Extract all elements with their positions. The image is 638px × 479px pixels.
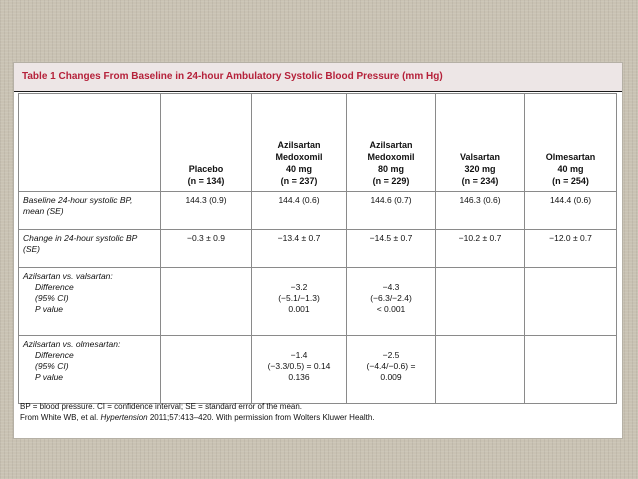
cell [436,336,525,404]
cell: −1.4 (−3.3/0.5) = 0.14 0.136 [252,336,347,404]
table-row [19,230,617,268]
cell: 144.6 (0.7) [347,192,436,230]
cell [161,336,252,404]
cell: 144.3 (0.9) [161,192,252,230]
row-label-vs-valsartan: Azilsartan vs. valsartan: Difference (95% CI) P value [19,268,161,336]
cell: 144.4 (0.6) [525,192,617,230]
footnote-source: From White WB, et al. Hypertension 2011;57:413–420. With permission from Wolters Kluwer Health. [20,413,375,422]
cell: −2.5 (−4.4/−0.6) = 0.009 [347,336,436,404]
table-row [19,192,617,230]
table-footnote [20,401,610,423]
cell: −3.2 (−5.1/−1.3) 0.001 [252,268,347,336]
cell [525,268,617,336]
cell [436,268,525,336]
col-header-azil40: Azilsartan Medoxomil 40 mg (n = 237) [252,94,347,192]
col-header-valsartan: Valsartan 320 mg (n = 234) [436,94,525,192]
cell: −14.5 ± 0.7 [347,230,436,268]
cell: −10.2 ± 0.7 [436,230,525,268]
row-label-baseline: Baseline 24-hour systolic BP, mean (SE) [19,192,161,230]
cell: −13.4 ± 0.7 [252,230,347,268]
cell [161,268,252,336]
table-row [19,268,617,336]
header-row [19,94,617,192]
cell: −4.3 (−6.3/−2.4) < 0.001 [347,268,436,336]
col-header-olmesartan: Olmesartan 40 mg (n = 254) [525,94,617,192]
col-header-azil80: Azilsartan Medoxomil 80 mg (n = 229) [347,94,436,192]
table-row [19,336,617,404]
footnote-abbreviations: BP = blood pressure. CI = confidence interval; SE = standard error of the mean. [20,402,303,411]
cell [525,336,617,404]
col-header-placebo: Placebo (n = 134) [161,94,252,192]
table-title: Table 1 Changes From Baseline in 24-hour Ambulatory Systolic Blood Pressure (mm Hg) [22,71,443,82]
table-card [13,62,623,439]
corner-cell [19,94,161,192]
row-label-change: Change in 24-hour systolic BP (SE) [19,230,161,268]
data-table [18,93,617,404]
cell: 144.4 (0.6) [252,192,347,230]
table-title-bar [14,63,622,92]
cell: 146.3 (0.6) [436,192,525,230]
row-label-vs-olmesartan: Azilsartan vs. olmesartan: Difference (95% CI) P value [19,336,161,404]
cell: −12.0 ± 0.7 [525,230,617,268]
cell: −0.3 ± 0.9 [161,230,252,268]
